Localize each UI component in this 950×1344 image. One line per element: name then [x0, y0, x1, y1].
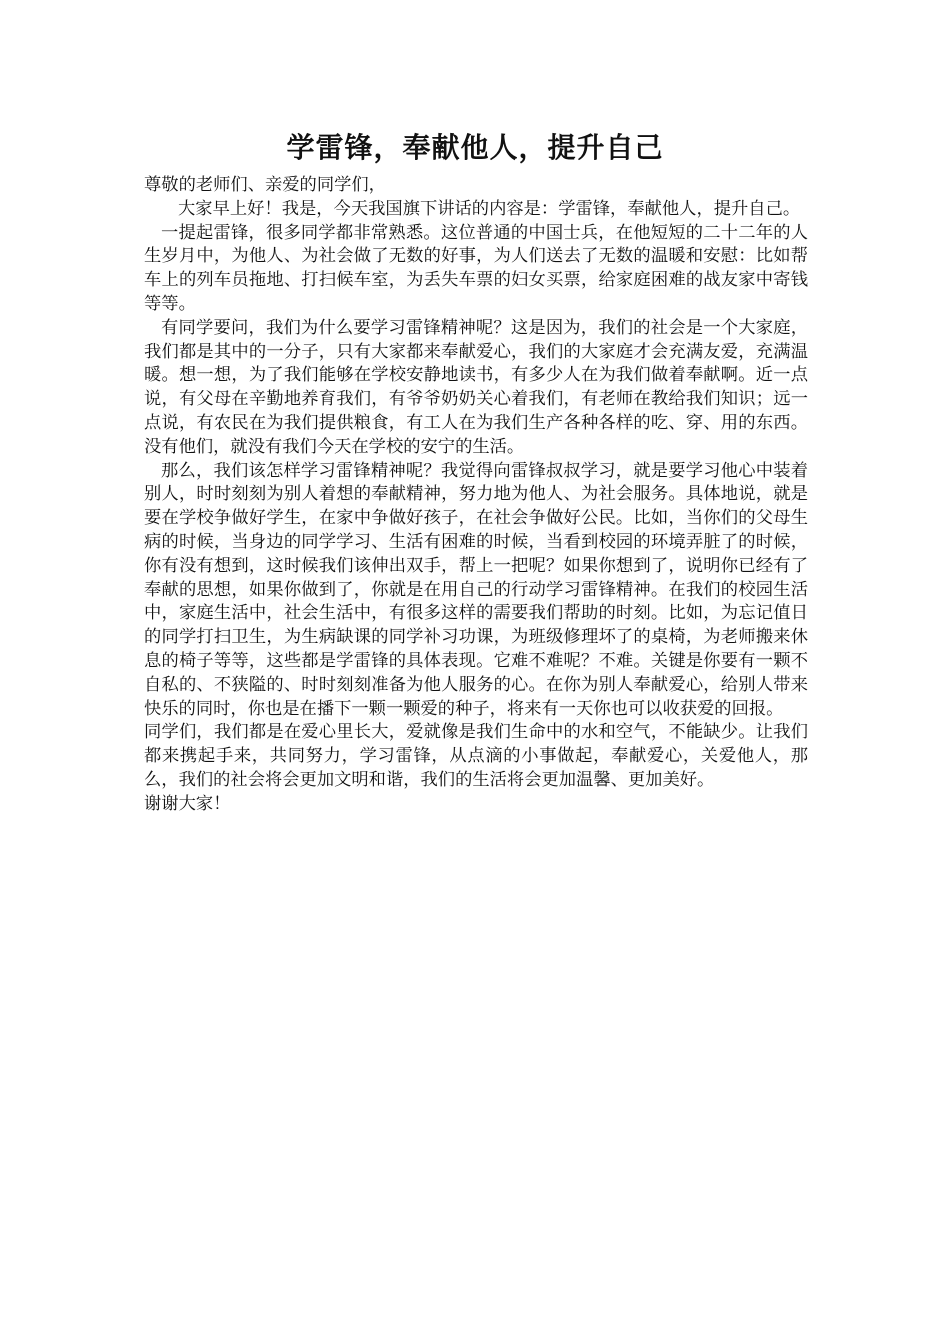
body-paragraph-1: 一提起雷锋，很多同学都非常熟悉。这位普通的中国士兵，在他短短的二十二年的人生岁月中，为他人、为社会做了无数的好事，为人们送去了无数的温暖和安慰：比如帮车上的列车员拖地、打扫候车室，为丢失车票的妇女买票，给家庭困难的战友家中寄钱等等。 — [144, 222, 808, 314]
salutation-paragraph: 尊敬的老师们、亲爱的同学们， — [144, 175, 386, 195]
closing-paragraph: 同学们，我们都是在爱心里长大，爱就像是我们生命中的水和空气，不能缺少。让我们都来携起手来，共同努力，学习雷锋，从点滴的小事做起，奉献爱心，关爱他人，那么，我们的社会将会更加文明和谐，我们的生活将会更加温馨、更加美好。 — [144, 722, 808, 790]
greeting-paragraph: 大家早上好！我是，今天我国旗下讲话的内容是：学雷锋，奉献他人，提升自己。 — [178, 198, 801, 219]
thanks-line: 谢谢大家！ — [144, 793, 231, 814]
document-body — [144, 174, 808, 817]
document-title: 学雷锋，奉献他人，提升自己 — [286, 131, 664, 164]
body-paragraph-3: 那么，我们该怎样学习雷锋精神呢？我觉得向雷锋叔叔学习，就是要学习他心中装着别人，时时刻刻为别人着想的奉献精神，努力地为他人、为社会服务。具体地说，就是要在学校争做好学生，在家中争做好孩子，在社会争做好公民。比如，当你们的父母生病的时候，当身边的同学学习、生活有困难的时候，当看到校园的环境弄脏了的时候，你有没有想到，这时候我们该伸出双手，帮上一把呢？如果你想到了，说明你已经有了奉献的思想，如果你做到了，你就是在用自己的行动学习雷锋精神。在我们的校园生活中，家庭生活中，社会生活中，有很多这样的需要我们帮助的时刻。比如，为忘记值日的同学打扫卫生，为生病缺课的同学补习功课，为班级修理坏了的桌椅，为老师搬来休息的椅子等等，这些都是学雷锋的具体表现。它难不难呢？不难。关键是你要有一颗不自私的、不狭隘的、时时刻刻准备为他人服务的心。在你为别人奉献爱心，给别人带来快乐的同时，你也是在播下一颗一颗爱的种子，将来有一天你也可以收获爱的回报。 — [144, 460, 808, 719]
body-paragraph-2: 有同学要问，我们为什么要学习雷锋精神呢？这是因为，我们的社会是一个大家庭，我们都是其中的一分子，只有大家都来奉献爱心，我们的大家庭才会充满友爱，充满温暖。想一想，为了我们能够在学校安静地读书，有多少人在为我们做着奉献啊。近一点说，有父母在辛勤地养育我们，有爷爷奶奶关心着我们，有老师在教给我们知识；远一点说，有农民在为我们提供粮食，有工人在为我们生产各种各样的吃、穿、用的东西。没有他们，就没有我们今天在学校的安宁的生活。 — [144, 317, 808, 457]
